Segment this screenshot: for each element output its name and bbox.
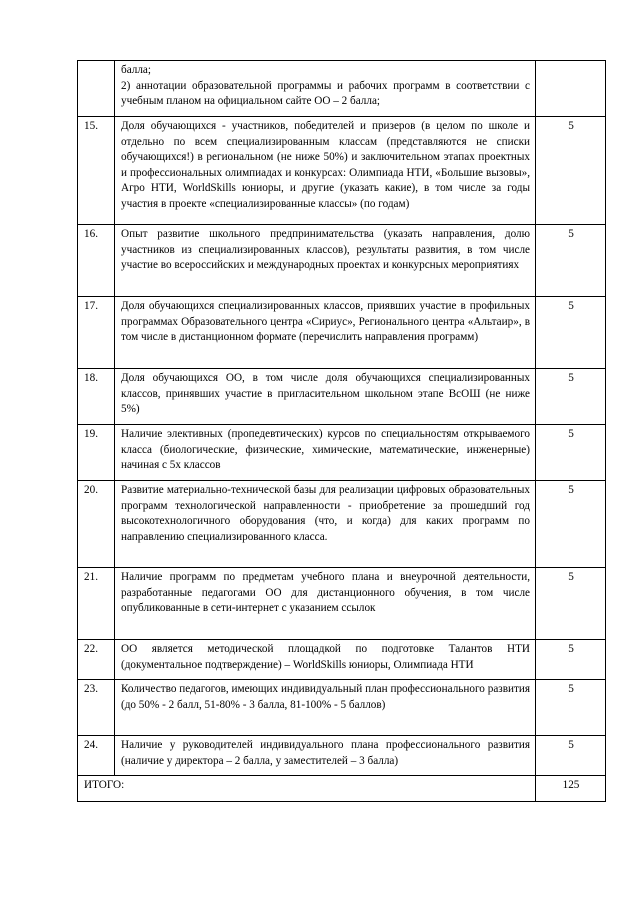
criterion-text: Наличие элективных (пропедевтических) курсов по специальностям открываемого класса (биологические, физические, химические, математические, инженерные) начиная с 5х классов [115, 425, 536, 481]
criterion-text: Наличие программ по предметам учебного плана и внеурочной деятельности, разработанные педагогами ОО для дистанционного обучения, в том числе опубликованные в сети-интернет с указанием ссылок [115, 568, 536, 640]
points-cell [536, 61, 606, 117]
row-number: 23. [78, 680, 115, 736]
row-number: 16. [78, 225, 115, 297]
total-label: ИТОГО: [78, 776, 536, 802]
continuation-line: 2) аннотации образовательной программы и рабочих программ в соответствии с учебным планом на официальном сайте ОО – 2 балла; [121, 79, 530, 107]
criterion-text: Наличие у руководителей индивидуального плана профессионального развития (наличие у директора – 2 балла, у заместителей – 3 балла) [115, 736, 536, 776]
criterion-text: Количество педагогов, имеющих индивидуальный план профессионального развития (до 50% - 2 балл, 51-80% - 3 балла, 81-100% - 5 баллов) [115, 680, 536, 736]
row-number-cell [78, 61, 115, 117]
max-points: 5 [536, 117, 606, 225]
table-row [78, 481, 606, 568]
criteria-table [77, 60, 606, 802]
criterion-text: ОО является методической площадкой по подготовке Талантов НТИ (документальное подтверждение) – WorldSkills юниоры, Олимпиада НТИ [115, 640, 536, 680]
row-number: 20. [78, 481, 115, 568]
max-points: 5 [536, 736, 606, 776]
table-row [78, 736, 606, 776]
max-points: 5 [536, 297, 606, 369]
table-row [78, 297, 606, 369]
criterion-text: Доля обучающихся - участников, победителей и призеров (в целом по школе и отдельно по всем специализированным классам (представляются не списки обучающихся!) в региональном (не ниже 50%) и заключительном этапах проектных и профессиональных олимпиадах и конкурсах: Олимпиада НТИ, «Большие вызовы», Агро НТИ, WorldSkills юниоры, и другие (указать какие), в том числе за годы участия в проекте «специализированные классы» (по годам) [115, 117, 536, 225]
max-points: 5 [536, 369, 606, 425]
table-row [78, 117, 606, 225]
table-row [78, 680, 606, 736]
table-row [78, 425, 606, 481]
max-points: 5 [536, 680, 606, 736]
continuation-line: балла; [121, 64, 151, 76]
max-points: 5 [536, 481, 606, 568]
max-points: 5 [536, 225, 606, 297]
row-number: 15. [78, 117, 115, 225]
row-number: 22. [78, 640, 115, 680]
max-points: 5 [536, 425, 606, 481]
table-row [78, 640, 606, 680]
table-row-total [78, 776, 606, 802]
row-number: 19. [78, 425, 115, 481]
max-points: 5 [536, 568, 606, 640]
criterion-text-cell [115, 61, 536, 117]
row-number: 21. [78, 568, 115, 640]
table-row [78, 225, 606, 297]
criterion-text: Опыт развитие школьного предпринимательства (указать направления, долю участников из специализированных классов), результаты развития, в том числе участие во всероссийских и международных проектах и конкурсных мероприятиях [115, 225, 536, 297]
row-number: 24. [78, 736, 115, 776]
criterion-text: Доля обучающихся специализированных классов, приявших участие в профильных программах Образовательного центра «Сириус», Регионального центра «Альтаир», в том числе в дистанционном формате (перечислить направления программ) [115, 297, 536, 369]
row-number: 18. [78, 369, 115, 425]
row-number: 17. [78, 297, 115, 369]
criterion-text: Доля обучающихся ОО, в том числе доля обучающихся специализированных классов, принявших участие в пригласительном школьном этапе ВсОШ (не ниже 5%) [115, 369, 536, 425]
max-points: 5 [536, 640, 606, 680]
total-points: 125 [536, 776, 606, 802]
table-row [78, 369, 606, 425]
table-row [78, 568, 606, 640]
table-row-continuation [78, 61, 606, 117]
criterion-text: Развитие материально-технической базы для реализации цифровых образовательных программ технологической направленности - приобретение за прошедший год высокотехнологичного оборудования (что, и когда) для каких программ по направлению специализированного класса. [115, 481, 536, 568]
